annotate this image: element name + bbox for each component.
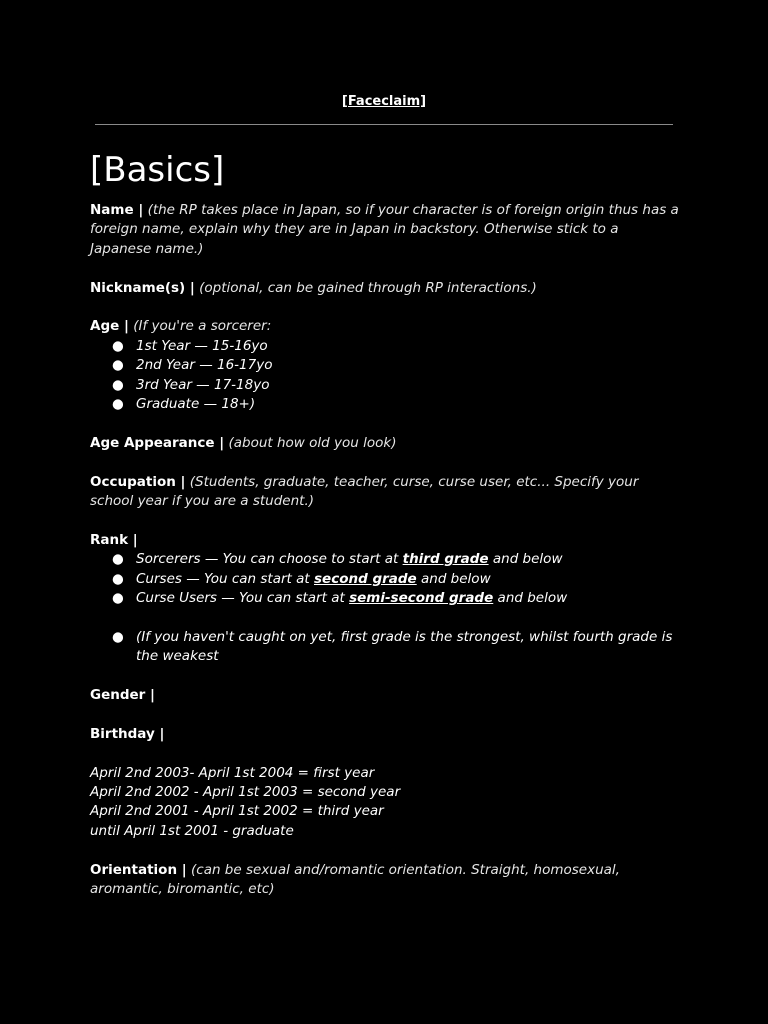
rank-label: Rank | [90,531,138,548]
age-list [90,337,680,415]
birthday-line: April 2nd 2003- April 1st 2004 = first year [90,764,375,781]
orientation-field [90,861,680,900]
nickname-description: (optional, can be gained through RP interactions.) [199,279,537,296]
age-appearance-field [90,434,680,453]
list-item: ● Sorcerers — You can choose to start at third grade and below [90,550,680,569]
age-field [90,317,680,336]
bullet-icon: ● [112,376,124,393]
orientation-label: Orientation | [90,861,187,878]
bullet-icon: ● [112,551,124,568]
name-description: (the RP takes place in Japan, so if your character is of foreign origin thus has a foreign name, explain why they are in Japan in backstory. Otherwise stick to a Japanese name.) [90,202,679,257]
rank-field [90,531,680,550]
name-field [90,201,680,259]
birthday-line: April 2nd 2002 - April 1st 2003 = second year [90,784,401,801]
nickname-label: Nickname(s) | [90,279,195,296]
birthday-line: April 2nd 2001 - April 1st 2002 = third year [90,803,384,820]
age-appearance-label: Age Appearance | [90,434,225,451]
list-item [90,628,680,667]
bullet-icon: ● [112,570,124,587]
list-item: ● Graduate — 18+) [90,395,680,414]
rank-emphasis: semi-second grade [349,590,494,607]
list-item: ● 1st Year — 15-16yo [90,337,680,356]
occupation-description: (Students, graduate, teacher, curse, curse user, etc... Specify your school year if you are a student.) [90,473,639,510]
bullet-icon: ● [112,590,124,607]
gender-field [90,686,680,705]
rank-emphasis: second grade [314,570,417,587]
occupation-field [90,473,680,512]
rank-note: (If you haven't caught on yet, first grade is the strongest, whilst fourth grade is the weakest [136,628,673,665]
occupation-label: Occupation | [90,473,186,490]
rank-list [90,550,680,608]
name-label: Name | [90,202,144,218]
age-description: (If you're a sorcerer: [133,318,272,335]
birthday-line: until April 1st 2001 - graduate [90,822,294,839]
nickname-field [90,279,680,298]
age-appearance-description: (about how old you look) [228,434,397,451]
list-item: ● 2nd Year — 16-17yo [90,356,680,375]
list-item: ● 3rd Year — 17-18yo [90,376,680,395]
gender-label: Gender | [90,687,155,704]
bullet-icon: ● [112,396,124,413]
birthday-field [90,725,680,744]
bullet-icon: ● [112,357,124,374]
list-item: ● Curse Users — You can start at semi-second grade and below [90,589,680,608]
section-title: [Basics] [90,150,225,190]
rank-emphasis: third grade [402,551,489,568]
rank-note-list [90,628,680,667]
age-label: Age | [90,318,129,335]
orientation-description: (can be sexual and/romantic orientation. Straight, homosexual, aromantic, biromantic, etc) [90,861,620,898]
list-item: ● Curses — You can start at second grade and below [90,570,680,589]
faceclaim-link[interactable]: [Faceclaim] [341,94,427,109]
birthday-label: Birthday | [90,725,165,742]
horizontal-divider [95,124,673,125]
bullet-icon: ● [112,337,124,354]
form-content [90,201,680,899]
bullet-icon: ● [112,628,124,645]
